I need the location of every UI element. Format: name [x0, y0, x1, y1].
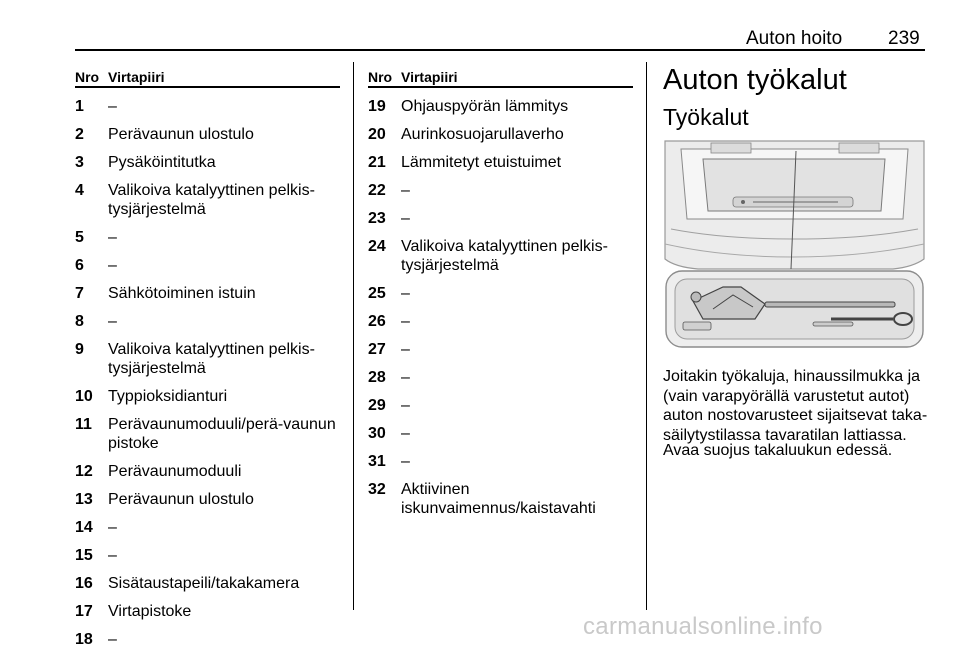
fuse-row — [75, 153, 340, 172]
fuse-circuit: Virtapistoke — [108, 603, 192, 620]
fuse-circuit: – — [108, 519, 117, 536]
fuse-circuit: – — [108, 631, 117, 648]
fuse-row — [368, 237, 633, 275]
watermark: carmanualsonline.info — [583, 613, 823, 640]
fuse-number: 19 — [368, 98, 386, 115]
fuse-circuit: Lämmitetyt etuistuimet — [401, 154, 562, 171]
fuse-circuit: – — [108, 547, 117, 564]
fuse-circuit: – — [401, 313, 410, 330]
fuse-number: 5 — [75, 229, 84, 246]
fuse-number: 29 — [368, 397, 386, 414]
fuse-row — [368, 452, 633, 471]
table-header-rule — [75, 86, 340, 88]
fuse-circuit: Aurinkosuojarullaverho — [401, 126, 564, 143]
fuse-circuit: – — [401, 425, 410, 442]
fuse-circuit: – — [108, 313, 117, 330]
section-subtitle: Työkalut — [663, 104, 749, 130]
fuse-number: 32 — [368, 481, 386, 498]
fuse-table-header — [368, 64, 633, 86]
fuse-circuit: Perävaunumoduuli — [108, 463, 242, 480]
fuse-number: 26 — [368, 313, 386, 330]
fuse-number: 28 — [368, 369, 386, 386]
fuse-circuit: Perävaunun ulostulo — [108, 126, 254, 143]
fuse-number: 18 — [75, 631, 93, 648]
fuse-table-header — [75, 64, 340, 86]
fuse-circuit: Ohjauspyörän lämmitys — [401, 98, 569, 115]
fuse-number: 7 — [75, 285, 84, 302]
fuse-rows-left — [75, 97, 340, 649]
fuse-circuit: – — [401, 285, 410, 302]
fuse-row — [75, 546, 340, 565]
fuse-number: 16 — [75, 575, 93, 592]
fuse-row — [75, 462, 340, 481]
fuse-row — [75, 256, 340, 275]
col-header-nro: Nro — [368, 69, 393, 85]
fuse-number: 10 — [75, 388, 93, 405]
fuse-number: 6 — [75, 257, 84, 274]
fuse-row — [368, 480, 633, 518]
col-header-circuit: Virtapiiri — [108, 69, 165, 85]
header-rule — [75, 49, 925, 51]
fuse-row — [368, 209, 633, 228]
fuse-number: 11 — [75, 416, 92, 433]
fuse-row — [75, 490, 340, 509]
fuse-circuit: – — [401, 210, 410, 227]
page-number: 239 — [888, 28, 920, 49]
fuse-number: 21 — [368, 154, 386, 171]
fuse-circuit: Perävaunumoduuli/perä-vaunun pistoke — [108, 416, 336, 452]
fuse-table-left — [75, 64, 340, 649]
fuse-number: 25 — [368, 285, 386, 302]
fuse-row — [75, 387, 340, 406]
fuse-row — [368, 97, 633, 116]
fuse-number: 24 — [368, 238, 386, 255]
fuse-number: 17 — [75, 603, 93, 620]
fuse-number: 8 — [75, 313, 84, 330]
fuse-row — [75, 97, 340, 116]
fuse-circuit: – — [108, 229, 117, 246]
fuse-number: 2 — [75, 126, 84, 143]
fuse-number: 31 — [368, 453, 386, 470]
fuse-circuit: Perävaunun ulostulo — [108, 491, 254, 508]
body-paragraph-1: Joitakin työkaluja, hinaussilmukka ja (vain varapyörällä varustetut autot) auton nostovarusteet sijaitsevat taka-säilytystilassa tavaratilan lattiassa. — [663, 368, 928, 444]
fuse-row — [368, 181, 633, 200]
fuse-number: 9 — [75, 341, 84, 358]
running-header-title: Auton hoito — [746, 28, 843, 49]
fuse-circuit: Valikoiva katalyyttinen pelkis-tysjärjestelmä — [108, 341, 315, 377]
fuse-rows-right — [368, 97, 633, 518]
column-divider-2 — [646, 62, 647, 610]
fuse-row — [368, 340, 633, 359]
fuse-row — [75, 312, 340, 331]
tools-illustration — [663, 139, 926, 349]
fuse-number: 15 — [75, 547, 93, 564]
fuse-circuit: – — [401, 182, 410, 199]
fuse-number: 3 — [75, 154, 84, 171]
fuse-row — [75, 125, 340, 144]
fuse-circuit: – — [108, 98, 117, 115]
fuse-circuit: – — [401, 369, 410, 386]
fuse-circuit: – — [108, 257, 117, 274]
fuse-row — [75, 181, 340, 219]
fuse-number: 30 — [368, 425, 386, 442]
fuse-row — [75, 340, 340, 378]
fuse-number: 12 — [75, 463, 93, 480]
fuse-number: 4 — [75, 182, 84, 199]
fuse-row — [75, 518, 340, 537]
col-header-circuit: Virtapiiri — [401, 69, 458, 85]
fuse-circuit: – — [401, 341, 410, 358]
section-title: Auton työkalut — [663, 64, 847, 96]
column-divider-1 — [353, 62, 354, 610]
fuse-row — [75, 415, 340, 453]
fuse-circuit: – — [401, 453, 410, 470]
fuse-table-right — [368, 64, 633, 518]
fuse-number: 22 — [368, 182, 386, 199]
col-header-nro: Nro — [75, 69, 100, 85]
fuse-row — [75, 284, 340, 303]
fuse-circuit: Sähkötoiminen istuin — [108, 285, 256, 302]
fuse-number: 1 — [75, 98, 84, 115]
fuse-row — [75, 228, 340, 247]
fuse-circuit: Sisätaustapeili/takakamera — [108, 575, 300, 592]
fuse-row — [75, 602, 340, 621]
fuse-circuit: Valikoiva katalyyttinen pelkis-tysjärjestelmä — [108, 182, 315, 218]
fuse-row — [75, 630, 340, 649]
fuse-row — [368, 125, 633, 144]
fuse-circuit: – — [401, 397, 410, 414]
body-paragraph-2: Avaa suojus takaluukun edessä. — [663, 442, 893, 459]
fuse-row — [368, 368, 633, 387]
fuse-row — [368, 424, 633, 443]
fuse-row — [368, 312, 633, 331]
fuse-number: 23 — [368, 210, 386, 227]
fuse-circuit: Pysäköintitutka — [108, 154, 216, 171]
table-header-rule — [368, 86, 633, 88]
fuse-circuit: Typpioksidianturi — [108, 388, 228, 405]
fuse-number: 20 — [368, 126, 386, 143]
fuse-number: 27 — [368, 341, 386, 358]
fuse-number: 13 — [75, 491, 93, 508]
fuse-row — [75, 574, 340, 593]
fuse-circuit: Valikoiva katalyyttinen pelkis-tysjärjestelmä — [401, 238, 608, 274]
fuse-row — [368, 396, 633, 415]
fuse-row — [368, 153, 633, 172]
fuse-number: 14 — [75, 519, 93, 536]
fuse-circuit: Aktiivinen iskunvaimennus/kaistavahti — [401, 481, 596, 517]
fuse-row — [368, 284, 633, 303]
